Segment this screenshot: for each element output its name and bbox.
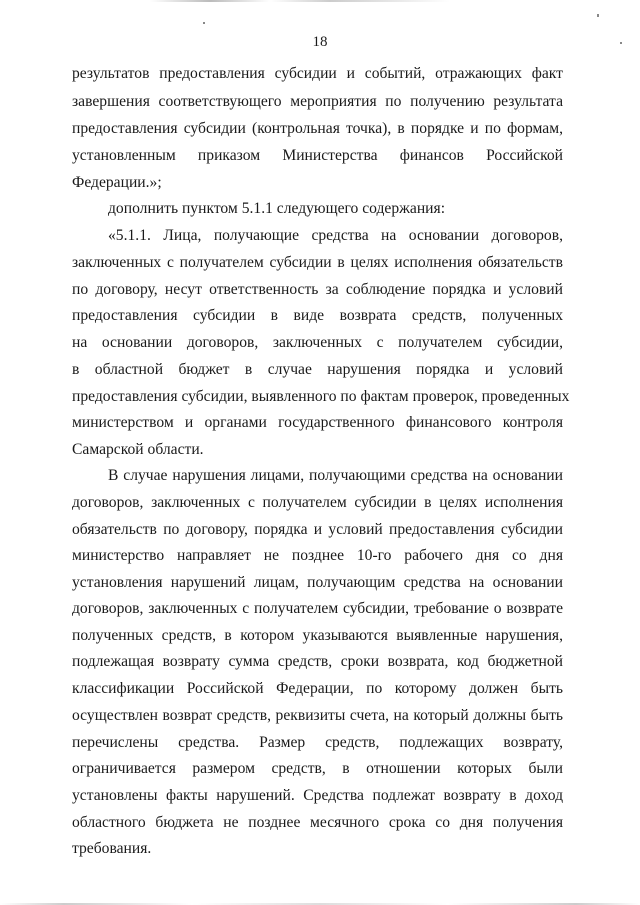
- text-line: «5.1.1. Лица, получающие средства на основании договоров,: [108, 227, 563, 244]
- text-line: предоставления субсидии, выявленного по фактам проверок, проведенных: [72, 388, 570, 405]
- text-line: установлены факты нарушений. Средства подлежат возврату в доход: [72, 787, 563, 804]
- text-line: областного бюджета не позднее месячного срока со дня получения: [72, 814, 563, 831]
- text-line: министерство направляет не позднее 10-го рабочего дня со дня: [72, 547, 563, 564]
- text-line: классификации Российской Федерации, по которому должен быть: [72, 680, 563, 697]
- page-number: 18: [312, 34, 328, 50]
- text-line: результатов предоставления субсидии и событий, отражающих факт: [72, 65, 563, 82]
- text-line: обязательств по договору, порядка и условий предоставления субсидии: [72, 521, 563, 538]
- text-line: В случае нарушения лицами, получающими средства на основании: [108, 467, 563, 484]
- scan-speck: [597, 14, 599, 17]
- text-line: министерством и органами государственного финансового контроля: [72, 414, 563, 431]
- text-line: полученных средств, в котором указываются выявленные нарушения,: [72, 627, 563, 644]
- text-line: завершения соответствующего мероприятия по получению результата: [72, 93, 563, 110]
- text-line: перечислены средства. Размер средств, подлежащих возврату,: [72, 734, 563, 751]
- text-line: Федерации.»;: [72, 174, 162, 191]
- text-line: предоставления субсидии в виде возврата средств, полученных: [72, 307, 563, 324]
- text-line: дополнить пунктом 5.1.1 следующего содержания:: [108, 200, 446, 217]
- text-line: установления нарушений лицам, получающим средства на основании: [72, 574, 563, 591]
- text-line: предоставления субсидии (контрольная точка), в порядке и по формам,: [72, 120, 563, 137]
- text-line: установленным приказом Министерства финансов Российской: [72, 147, 563, 164]
- scan-speck: [203, 22, 205, 24]
- text-line: осуществлен возврат средств, реквизиты счета, на который должны быть: [72, 707, 563, 724]
- text-line: подлежащая возврату сумма средств, сроки возврата, код бюджетной: [72, 653, 563, 670]
- text-line: по договору, несут ответственность за соблюдение порядка и условий: [72, 281, 563, 298]
- text-line: договоров, заключенных с получателем субсидии, требование о возврате: [72, 600, 563, 617]
- text-line: Самарской области.: [72, 441, 204, 458]
- text-line: на основании договоров, заключенных с получателем субсидии,: [72, 334, 563, 351]
- scan-edge-top: [150, 0, 450, 2]
- text-line: требования.: [72, 840, 152, 857]
- text-line: заключенных с получателем субсидии в целях исполнения обязательств: [72, 254, 563, 271]
- text-line: договоров, заключенных с получателем субсидии в целях исполнения: [72, 494, 563, 511]
- text-line: в областной бюджет в случае нарушения порядка и условий: [72, 361, 563, 378]
- text-line: ограничивается размером средств, в отношении которых были: [72, 760, 563, 777]
